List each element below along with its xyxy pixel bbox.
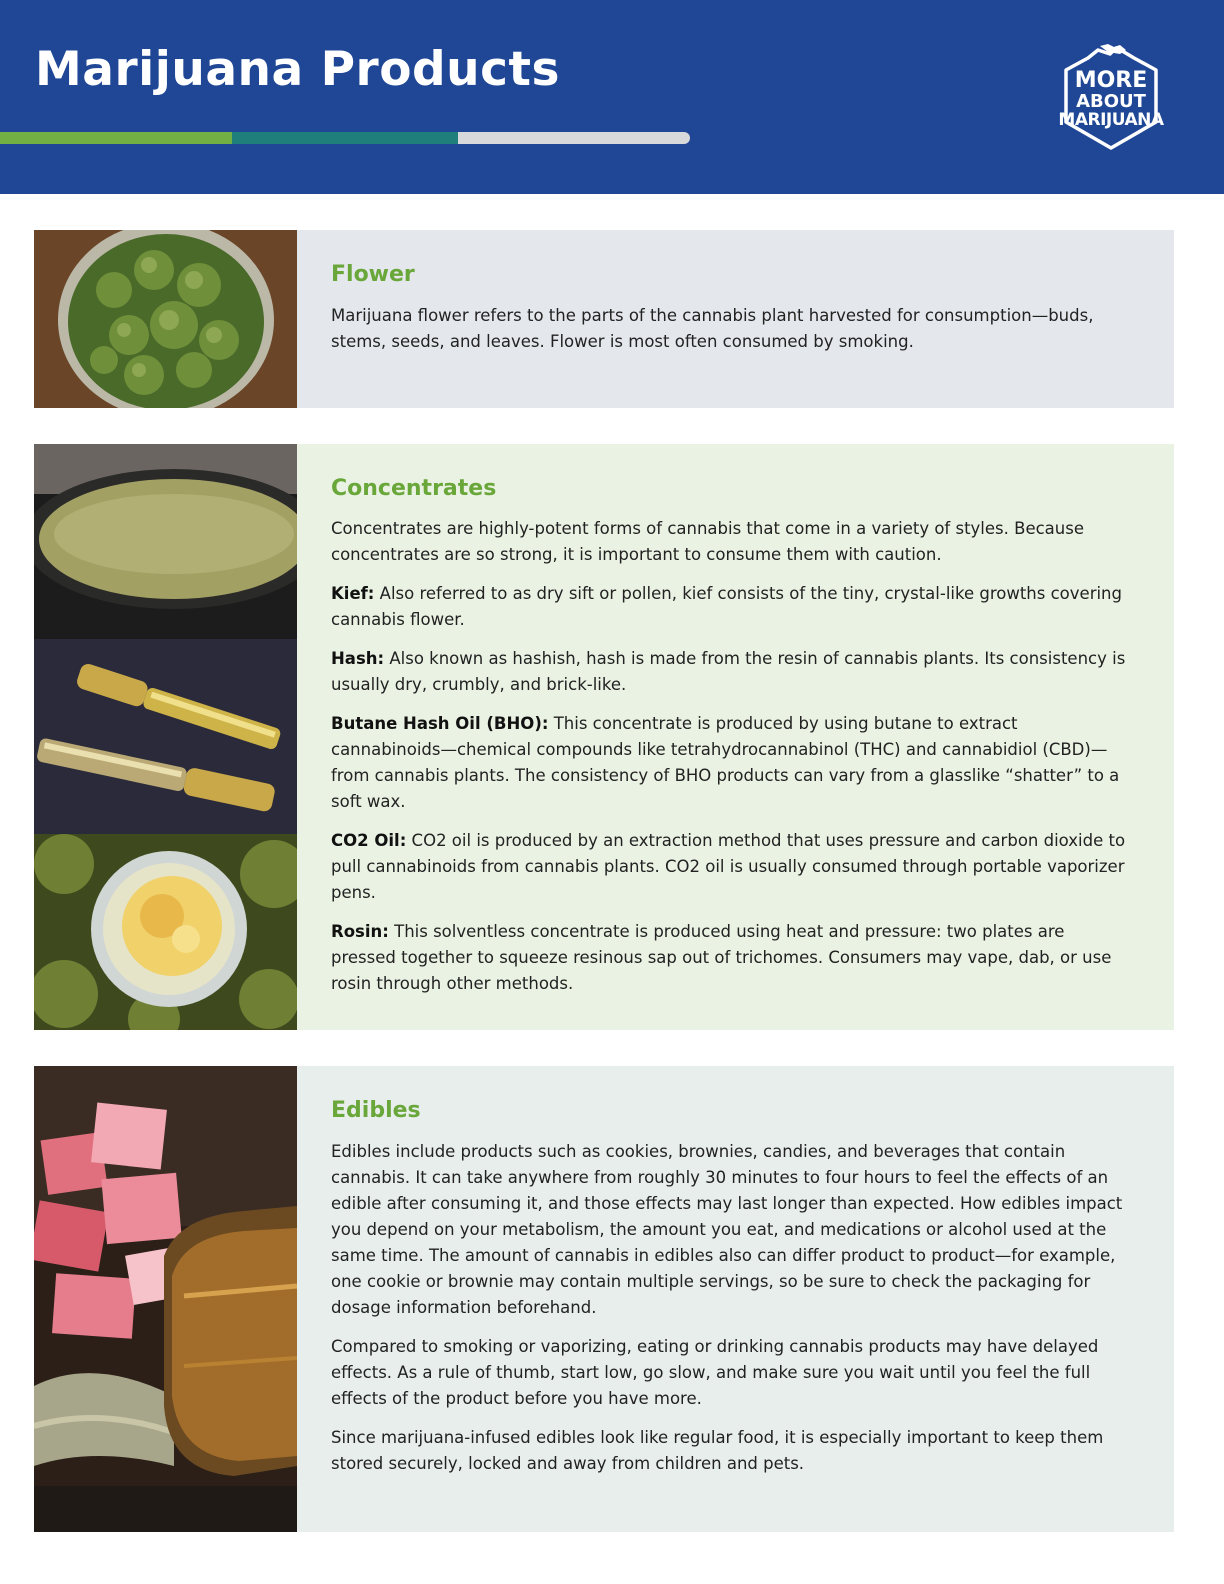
accent-bar-grey [458, 132, 690, 144]
list-item-kief [331, 581, 1131, 633]
list-item-co2-oil [331, 828, 1131, 906]
list-item-hash [331, 646, 1131, 698]
term-co2-oil: CO2 Oil: [331, 831, 407, 850]
section-concentrates [34, 444, 1174, 1030]
desc-co2-oil: CO2 oil is produced by an extraction method that uses pressure and carbon dioxide to pull cannabinoids from cannabis plants. CO2 oil is usually consumed through portable vaporizer pens. [331, 831, 1126, 902]
section-edibles [34, 1066, 1174, 1532]
edibles-paragraph-2: Compared to smoking or vaporizing, eating or drinking cannabis products may have delayed effects. As a rule of thumb, start low, go slow, and make sure you wait until you feel the full effects of the product before you have more. [331, 1337, 1099, 1408]
logo-line-3: MARIJUANA [1058, 110, 1164, 130]
list-item-bho [331, 711, 1131, 815]
accent-bar-green [0, 132, 236, 144]
accent-bar-teal [232, 132, 464, 144]
concentrates-photos [34, 444, 297, 1030]
flower-photo [34, 230, 297, 408]
more-about-marijuana-logo [1048, 44, 1174, 152]
concentrates-heading: Concentrates [331, 476, 497, 501]
section-flower [34, 230, 1174, 408]
edibles-photo [34, 1066, 297, 1532]
desc-kief: Also referred to as dry sift or pollen, kief consists of the tiny, crystal-like growths covering cannabis flower. [331, 584, 1122, 629]
edibles-heading: Edibles [331, 1098, 421, 1123]
term-hash: Hash: [331, 649, 385, 668]
concentrates-intro: Concentrates are highly-potent forms of cannabis that come in a variety of styles. Because concentrates are so strong, it is important to consume them with caution. [331, 519, 1084, 564]
desc-hash: Also known as hashish, hash is made from the resin of cannabis plants. Its consistency is usually dry, crumbly, and brick-like. [331, 649, 1126, 694]
term-kief: Kief: [331, 584, 375, 603]
page-title: Marijuana Products [35, 42, 560, 97]
list-item-rosin [331, 919, 1131, 997]
flower-description: Marijuana flower refers to the parts of the cannabis plant harvested for consumption—buds, stems, seeds, and leaves. Flower is most often consumed by smoking. [331, 306, 1094, 351]
desc-bho: This concentrate is produced by using butane to extract cannabinoids—chemical compounds like tetrahydrocannabinol (THC) and cannabidiol (CBD)—from cannabis plants. The consistency of BHO products can vary from a glasslike “shatter” to a soft wax. [331, 714, 1120, 811]
flower-heading: Flower [331, 262, 415, 287]
term-rosin: Rosin: [331, 922, 389, 941]
concentrates-panel [297, 444, 1174, 1030]
edibles-paragraph-3: Since marijuana-infused edibles look like regular food, it is especially important to keep them stored securely, locked and away from children and pets. [331, 1428, 1104, 1473]
logo-line-1: MORE [1074, 68, 1148, 93]
page-header [0, 0, 1224, 194]
logo-line-2: ABOUT [1076, 91, 1146, 112]
flower-panel [297, 230, 1174, 408]
edibles-panel [297, 1066, 1174, 1532]
edibles-paragraph-1: Edibles include products such as cookies, brownies, candies, and beverages that contain cannabis. It can take anywhere from roughly 30 minutes to four hours to feel the effects of an edible after consuming it, and those effects may last longer than expected. How edibles impact you depend on your metabolism, the amount you eat, and medications or alcohol used at the same time. The amount of cannabis in edibles also can differ product to product—for example, one cookie or brownie may contain multiple servings, so be sure to check the packaging for dosage information beforehand. [331, 1142, 1123, 1317]
desc-rosin: This solventless concentrate is produced using heat and pressure: two plates are pressed together to squeeze resinous sap out of trichomes. Consumers may vape, dab, or use rosin through other methods. [331, 922, 1112, 993]
term-bho: Butane Hash Oil (BHO): [331, 714, 549, 733]
